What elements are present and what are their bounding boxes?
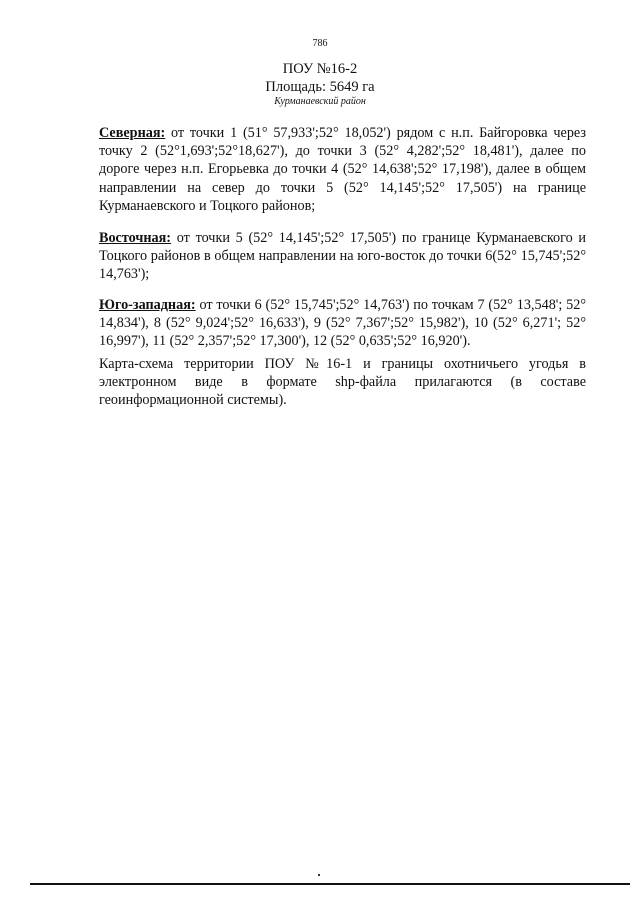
southwest-boundary-text: от точки 6 (52° 15,745';52° 14,763') по точкам 7 (52° 13,548'; 52° 14,834'), 8 (52° 9,024';52° 16,633'), 9 (52° 7,367';52° 15,982'), 10 (52° 6,271'; 52° 16,997'), 11 (52° 2,357';52° 17,300'), 12 (52° 0,635';52° 16,920'). bbox=[99, 297, 586, 350]
east-boundary-paragraph bbox=[99, 229, 586, 284]
east-boundary-text: от точки 5 (52° 14,145';52° 17,505') по границе Курманаевского и Тоцкого районов в общем направлении на юго-восток до точки 6(52° 15,745';52° 14,763'); bbox=[99, 230, 586, 283]
east-boundary-heading: Восточная: bbox=[99, 230, 172, 246]
southwest-boundary-paragraph bbox=[99, 296, 586, 351]
scan-mark bbox=[318, 874, 320, 876]
page-number: 786 bbox=[312, 38, 328, 49]
district-line: Курманаевский район bbox=[274, 96, 366, 107]
map-note-text: Карта-схема территории ПОУ №16-1 и границы охотничьего угодья в электронном виде в формате shp-файла прилагаются (в составе геоинформационной системы). bbox=[99, 356, 586, 409]
map-note-paragraph bbox=[99, 355, 586, 410]
area-line: Площадь: 5649 га bbox=[265, 79, 375, 95]
north-boundary-text: от точки 1 (51° 57,933';52° 18,052') рядом с н.п. Байгоровка через точку 2 (52°1,693';52°18,627'), до точки 3 (52° 4,282';52° 18,481'), далее по дороге через н.п. Егорьевка до точки 4 (52° 14,638';52° 17,198'), далее в общем направлении на север до точки 5 (52° 14,145';52° 17,505') на границе Курманаевского и Тоцкого районов; bbox=[99, 125, 586, 214]
north-boundary-heading: Северная: bbox=[99, 125, 166, 141]
north-boundary-paragraph bbox=[99, 124, 586, 215]
document-title: ПОУ №16-2 bbox=[282, 61, 358, 77]
southwest-boundary-heading: Юго-западная: bbox=[99, 297, 196, 313]
bottom-rule bbox=[30, 883, 630, 885]
